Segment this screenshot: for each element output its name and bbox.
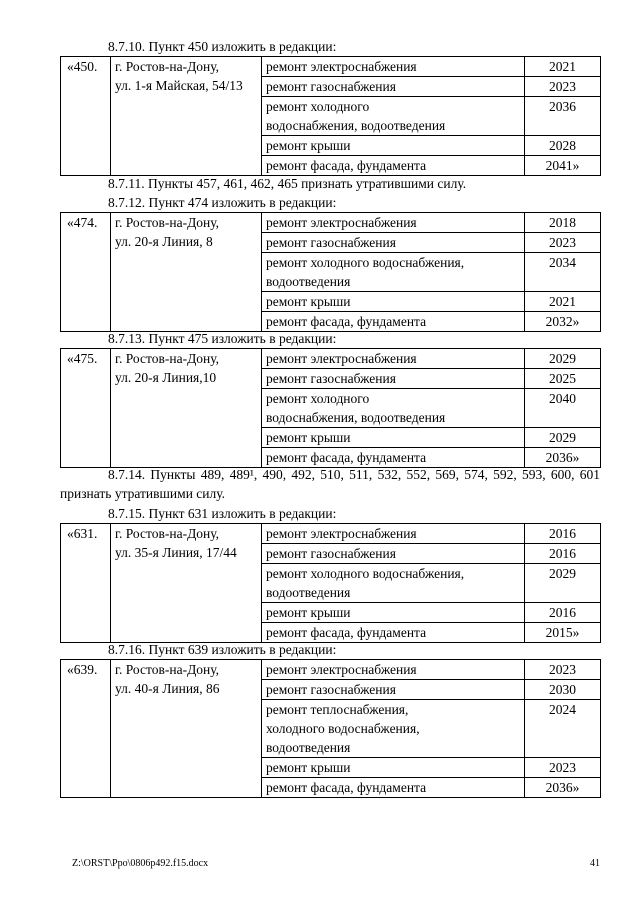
work-type-line: ремонт крыши xyxy=(266,430,351,445)
work-type-line: водоотведения xyxy=(266,585,351,600)
work-type-line: ремонт крыши xyxy=(266,760,351,775)
year-cell: 2023 xyxy=(525,758,601,778)
work-type-cell xyxy=(262,136,525,156)
year-cell: 2016 xyxy=(525,603,601,623)
year-cell: 2023 xyxy=(525,233,601,253)
item-number: «639. xyxy=(61,660,111,798)
work-type-line: ремонт фасада, фундамента xyxy=(266,625,427,640)
work-type-cell xyxy=(262,660,525,680)
work-type-cell xyxy=(262,156,525,176)
work-type-line: ремонт электроснабжения xyxy=(266,351,417,366)
paragraph-8-7-14: 8.7.14. Пункты 489, 489¹, 490, 492, 510, 511, 532, 552, 569, 574, 592, 593, 600, 601 признать утратившими силу. xyxy=(60,467,600,501)
section-heading: 8.7.10. Пункт 450 изложить в редакции: xyxy=(108,39,337,54)
year-cell: 2036» xyxy=(525,778,601,798)
work-type-cell xyxy=(262,603,525,623)
year-cell: 2018 xyxy=(525,213,601,233)
address-table xyxy=(60,659,601,798)
address-table xyxy=(60,56,601,176)
address-cell xyxy=(111,213,262,332)
work-type-line: ремонт газоснабжения xyxy=(266,546,396,561)
year-cell: 2021 xyxy=(525,57,601,77)
work-type-line: ремонт газоснабжения xyxy=(266,235,396,250)
address-table xyxy=(60,348,601,468)
work-type-cell xyxy=(262,544,525,564)
table-row xyxy=(61,213,601,233)
address-line: г. Ростов-на-Дону, xyxy=(115,215,220,230)
work-type-cell xyxy=(262,564,525,603)
work-type-cell xyxy=(262,389,525,428)
work-type-cell xyxy=(262,700,525,758)
work-type-cell xyxy=(262,77,525,97)
work-type-line: ремонт холодного водоснабжения, xyxy=(266,566,465,581)
section-heading: 8.7.12. Пункт 474 изложить в редакции: xyxy=(108,195,337,210)
item-number: «450. xyxy=(61,57,111,176)
table-row xyxy=(61,349,601,369)
year-cell: 2029 xyxy=(525,428,601,448)
table-row xyxy=(61,524,601,544)
address-line: ул. 35-я Линия, 17/44 xyxy=(115,545,237,560)
work-type-cell xyxy=(262,292,525,312)
year-cell: 2041» xyxy=(525,156,601,176)
work-type-cell xyxy=(262,369,525,389)
work-type-line: ремонт крыши xyxy=(266,605,351,620)
work-type-cell xyxy=(262,233,525,253)
work-type-line: водоотведения xyxy=(266,274,351,289)
year-cell: 2016 xyxy=(525,524,601,544)
year-cell: 2036 xyxy=(525,97,601,136)
section-heading: 8.7.15. Пункт 631 изложить в редакции: xyxy=(108,506,337,521)
footer-file-path: Z:\ORST\Ppo\0806p492.f15.docx xyxy=(72,858,209,869)
year-cell: 2025 xyxy=(525,369,601,389)
work-type-line: холодного водоснабжения, xyxy=(266,721,420,736)
work-type-line: ремонт электроснабжения xyxy=(266,526,417,541)
year-cell: 2028 xyxy=(525,136,601,156)
work-type-cell xyxy=(262,349,525,369)
year-cell: 2040 xyxy=(525,389,601,428)
address-line: ул. 20-я Линия, 8 xyxy=(115,234,213,249)
work-type-cell xyxy=(262,253,525,292)
table-row xyxy=(61,57,601,77)
work-type-cell xyxy=(262,524,525,544)
year-cell: 2023 xyxy=(525,77,601,97)
year-cell: 2023 xyxy=(525,660,601,680)
year-cell: 2021 xyxy=(525,292,601,312)
year-cell: 2015» xyxy=(525,623,601,643)
work-type-line: ремонт фасада, фундамента xyxy=(266,314,427,329)
work-type-line: ремонт теплоснабжения, xyxy=(266,702,409,717)
table-row xyxy=(61,660,601,680)
work-type-line: ремонт холодного водоснабжения, xyxy=(266,255,465,270)
year-cell: 2029 xyxy=(525,349,601,369)
address-line: г. Ростов-на-Дону, xyxy=(115,662,220,677)
year-cell: 2030 xyxy=(525,680,601,700)
work-type-line: ремонт холодного xyxy=(266,391,370,406)
work-type-line: ремонт электроснабжения xyxy=(266,662,417,677)
work-type-cell xyxy=(262,778,525,798)
year-cell: 2029 xyxy=(525,564,601,603)
footer-page-number: 41 xyxy=(590,858,600,869)
work-type-line: ремонт газоснабжения xyxy=(266,371,396,386)
address-line: г. Ростов-на-Дону, xyxy=(115,59,220,74)
address-cell xyxy=(111,349,262,468)
year-cell: 2032» xyxy=(525,312,601,332)
address-cell xyxy=(111,524,262,643)
year-cell: 2016 xyxy=(525,544,601,564)
work-type-line: ремонт фасада, фундамента xyxy=(266,450,427,465)
work-type-line: ремонт газоснабжения xyxy=(266,79,396,94)
address-cell xyxy=(111,660,262,798)
work-type-line: ремонт фасада, фундамента xyxy=(266,780,427,795)
item-number: «631. xyxy=(61,524,111,643)
address-line: г. Ростов-на-Дону, xyxy=(115,526,220,541)
work-type-cell xyxy=(262,57,525,77)
year-cell: 2036» xyxy=(525,448,601,468)
address-line: ул. 40-я Линия, 86 xyxy=(115,681,220,696)
work-type-line: ремонт газоснабжения xyxy=(266,682,396,697)
work-type-line: водоснабжения, водоотведения xyxy=(266,410,446,425)
address-line: г. Ростов-на-Дону, xyxy=(115,351,220,366)
work-type-line: ремонт фасада, фундамента xyxy=(266,158,427,173)
work-type-cell xyxy=(262,428,525,448)
address-line: ул. 1-я Майская, 54/13 xyxy=(115,78,243,93)
item-number: «475. xyxy=(61,349,111,468)
year-cell: 2034 xyxy=(525,253,601,292)
work-type-line: ремонт холодного xyxy=(266,99,370,114)
section-heading: 8.7.13. Пункт 475 изложить в редакции: xyxy=(108,331,337,346)
address-table xyxy=(60,212,601,332)
address-line: ул. 20-я Линия,10 xyxy=(115,370,217,385)
work-type-cell xyxy=(262,213,525,233)
year-cell: 2024 xyxy=(525,700,601,758)
work-type-line: ремонт крыши xyxy=(266,294,351,309)
work-type-line: ремонт крыши xyxy=(266,138,351,153)
work-type-line: ремонт электроснабжения xyxy=(266,215,417,230)
section-heading: 8.7.16. Пункт 639 изложить в редакции: xyxy=(108,642,337,657)
work-type-line: водоотведения xyxy=(266,740,351,755)
work-type-cell xyxy=(262,680,525,700)
work-type-cell xyxy=(262,758,525,778)
work-type-cell xyxy=(262,97,525,136)
work-type-line: ремонт электроснабжения xyxy=(266,59,417,74)
address-cell xyxy=(111,57,262,176)
item-number: «474. xyxy=(61,213,111,332)
work-type-line: водоснабжения, водоотведения xyxy=(266,118,446,133)
paragraph-8-7-11: 8.7.11. Пункты 457, 461, 462, 465 признать утратившими силу. xyxy=(108,176,467,191)
address-table xyxy=(60,523,601,643)
